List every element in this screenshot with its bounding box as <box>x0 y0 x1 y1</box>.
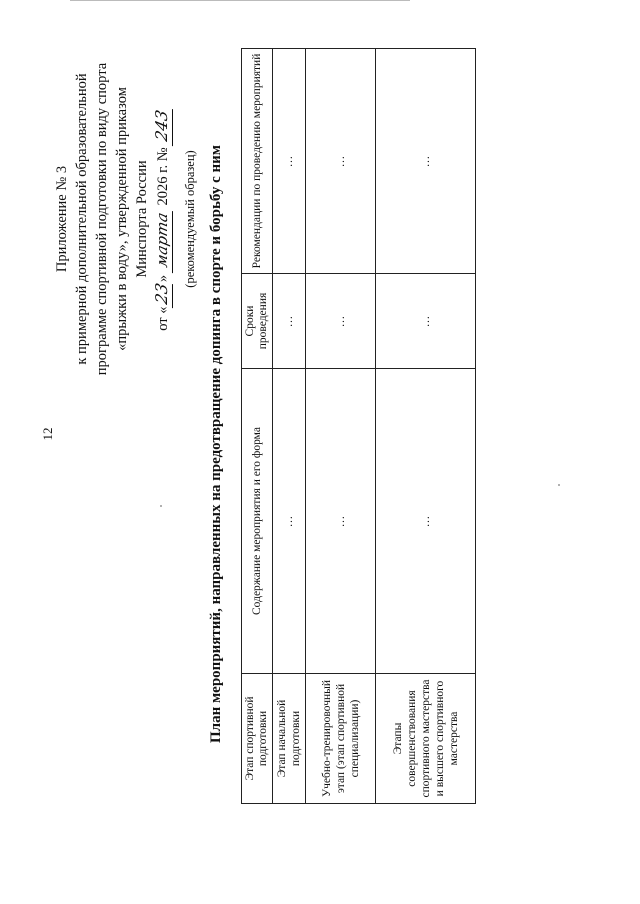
row-timing: … <box>306 274 376 369</box>
table-header-row <box>242 49 273 804</box>
row-content: … <box>273 369 306 674</box>
handwritten-order-number: 243 <box>152 105 173 146</box>
handwritten-order-month: марта <box>152 207 173 274</box>
page-number: 12 <box>40 427 55 441</box>
header-recommendations: Рекомендации по проведению мероприятий <box>242 49 273 274</box>
row-timing: … <box>376 274 476 369</box>
order-quote-close: » <box>155 274 171 283</box>
row-stage: Этап начальной подготовки <box>273 674 306 804</box>
approval-line: Приложение № 3 <box>54 165 70 273</box>
handwritten-order-day: 23 <box>152 280 173 309</box>
row-recommendations: … <box>306 49 376 274</box>
sample-note: (рекомендуемый образец) <box>183 150 197 288</box>
approval-line: Минспорта России <box>134 160 150 278</box>
header-content: Содержание мероприятия и его форма <box>242 369 273 674</box>
header-timing: Сроки проведения <box>242 274 273 369</box>
table-row <box>273 49 306 804</box>
order-date-number <box>152 54 173 384</box>
row-content: … <box>306 369 376 674</box>
order-prefix: от « <box>155 306 171 331</box>
table-row <box>376 49 476 804</box>
approval-block <box>52 54 173 384</box>
row-stage: Этапы совершенствования спортивного мастерства и высшего спортивного мастерства <box>376 674 476 804</box>
header-stage: Этап спортивной подготовки <box>242 674 273 804</box>
doping-prevention-plan-table <box>241 48 476 804</box>
row-timing: … <box>273 274 306 369</box>
approval-line: к примерной дополнительной образовательной <box>74 73 90 365</box>
row-recommendations: … <box>273 49 306 274</box>
row-stage: Учебно-тренировочный этап (этап спортивной специализации) <box>306 674 376 804</box>
table-title: План мероприятий, направленных на предотвращение допинга в спорте и борьбу с ним <box>208 145 224 744</box>
approval-line: «прыжки в воду», утвержденной приказом <box>114 87 130 351</box>
row-content: … <box>376 369 476 674</box>
approval-line: программе спортивной подготовки по виду спорта <box>94 62 110 376</box>
order-year: 2026 г. № <box>155 147 171 206</box>
table-row <box>306 49 376 804</box>
row-recommendations: … <box>376 49 476 274</box>
